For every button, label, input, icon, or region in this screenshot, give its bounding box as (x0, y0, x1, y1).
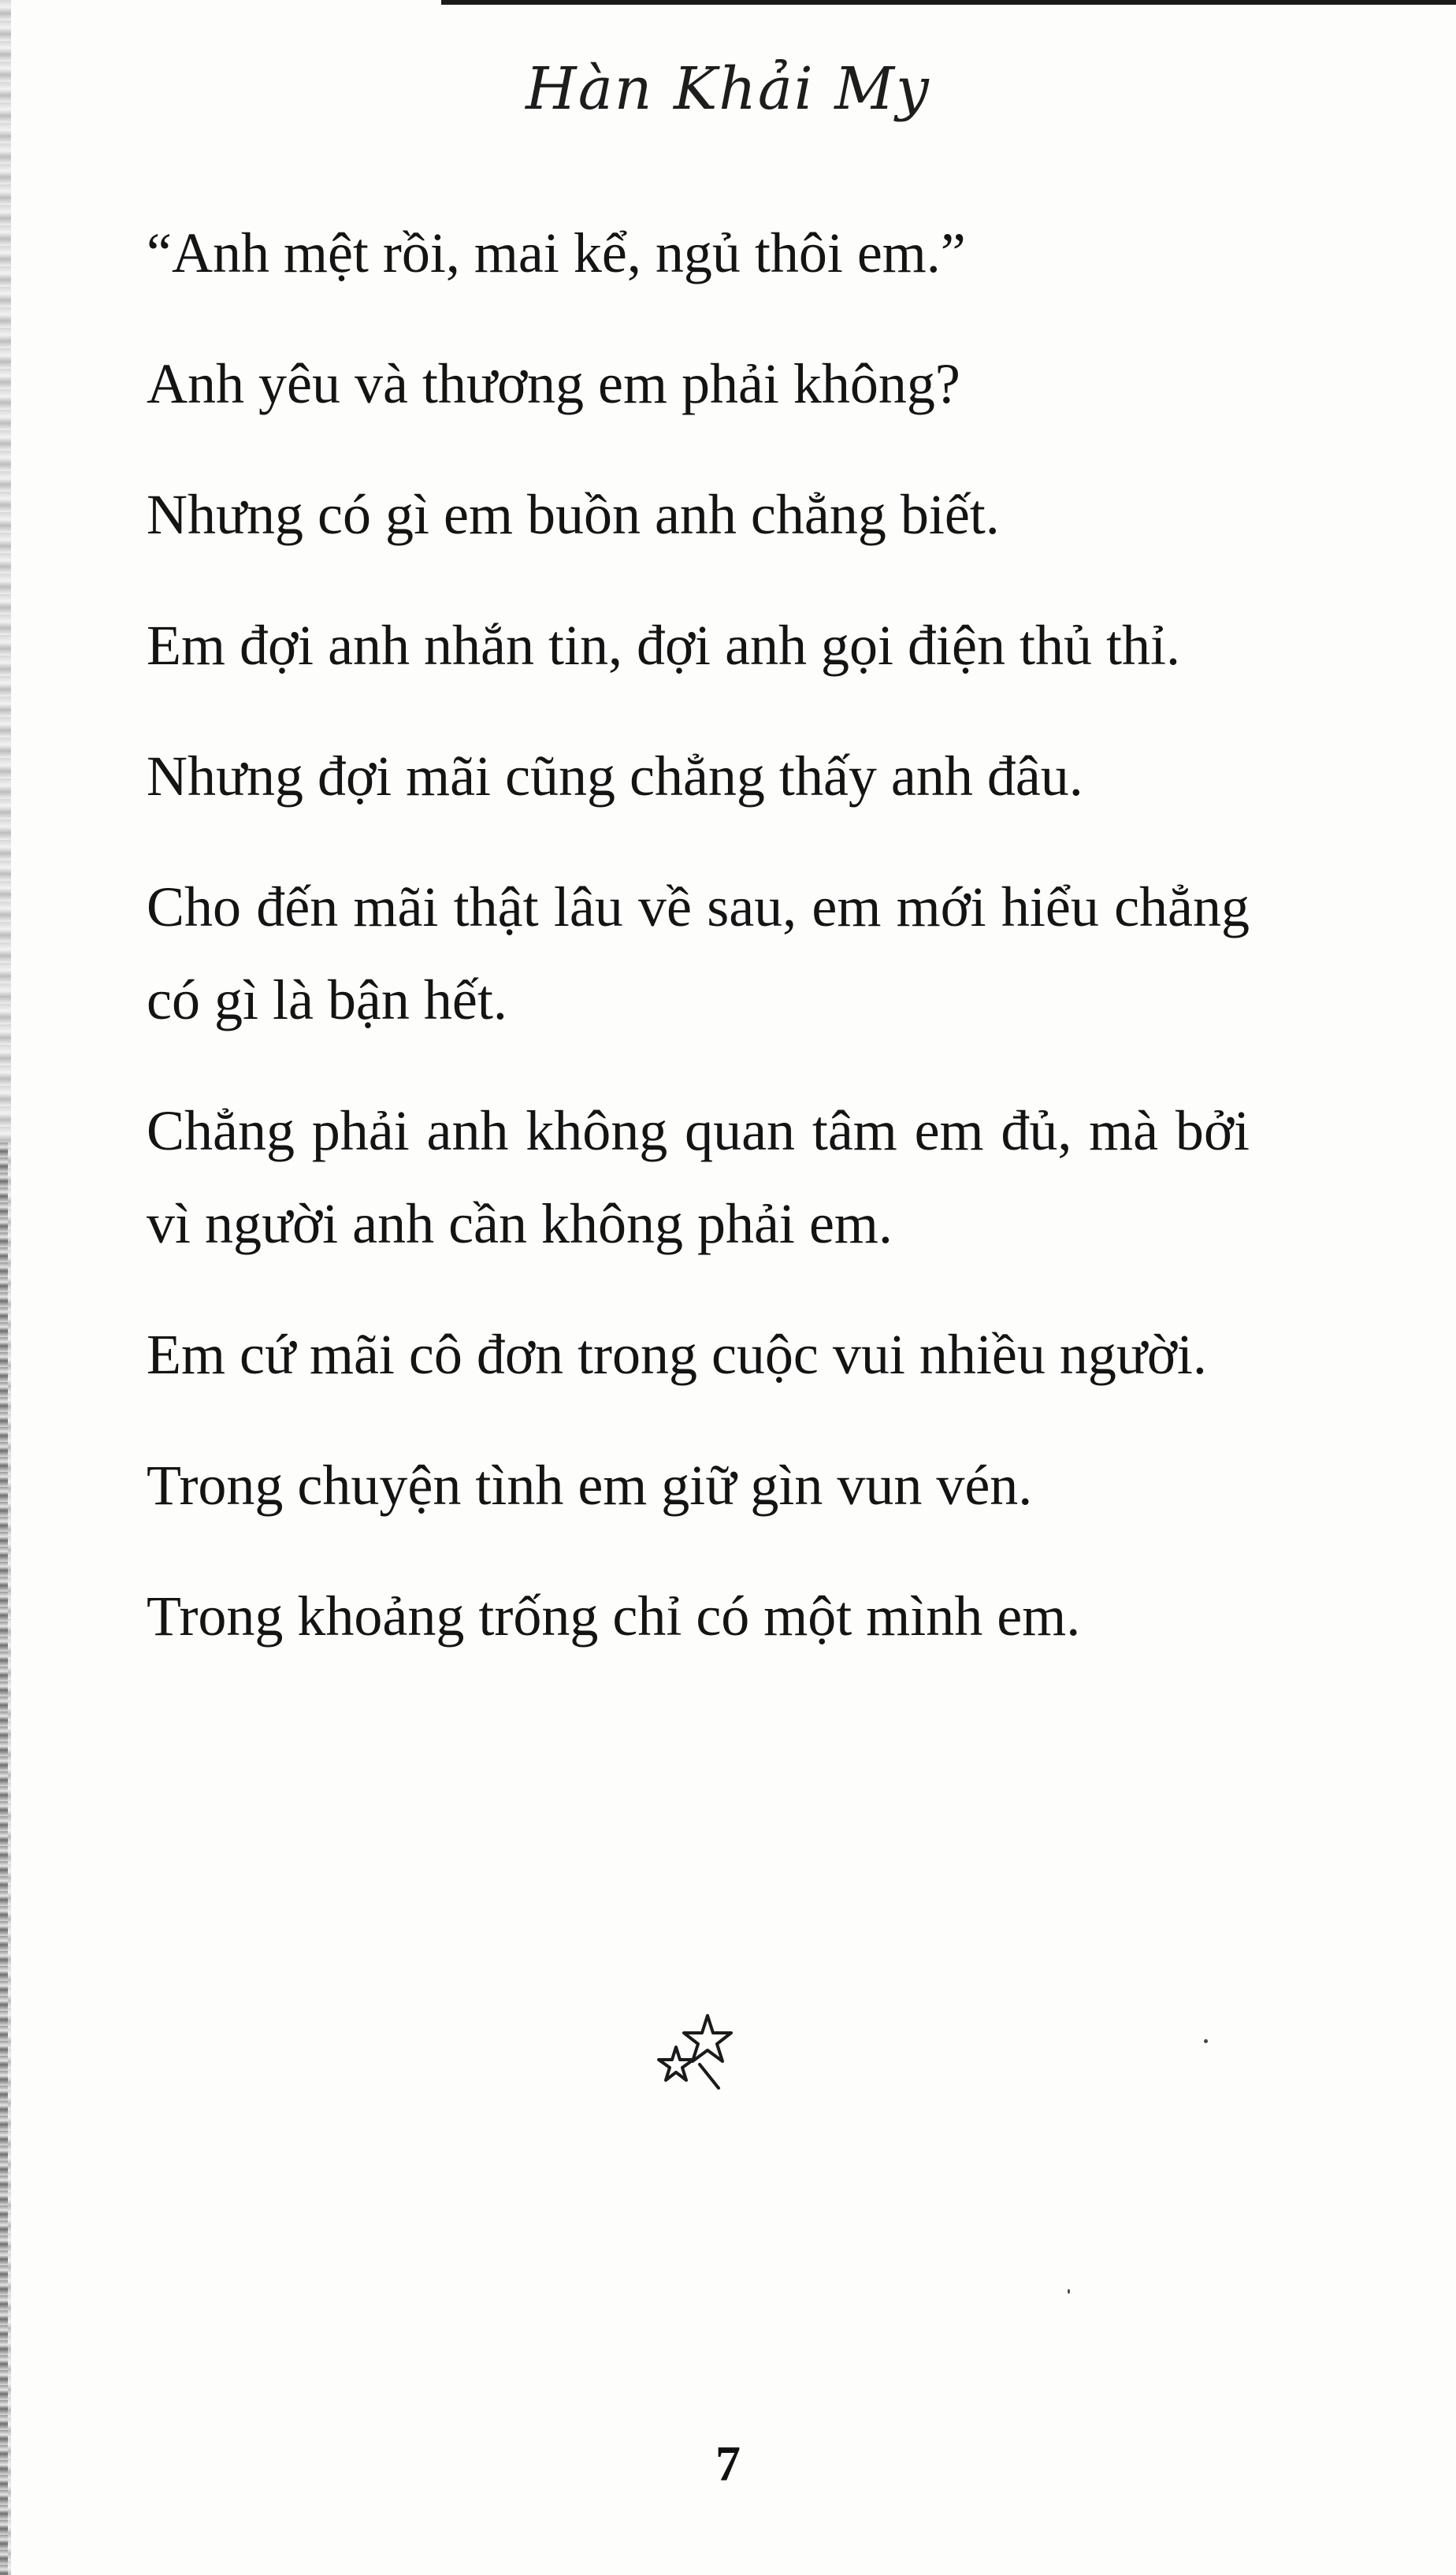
poem-line: Anh yêu và thương em phải không? (147, 352, 960, 415)
poem-line: Nhưng có gì em buồn anh chẳng biết. (147, 483, 1000, 546)
poem-body (147, 206, 1250, 1700)
stars-icon (652, 2009, 739, 2096)
speck (1068, 2289, 1070, 2294)
stars-icon-graphic (652, 2009, 739, 2096)
poem-line: “Anh mệt rồi, mai kể, ngủ thôi em.” (147, 221, 966, 284)
poem-line: Em cứ mãi cô đơn trong cuộc vui nhiều người. (147, 1323, 1207, 1386)
top-rule (441, 0, 1456, 5)
poem-line: Cho đến mãi thật lâu về sau, em mới hiểu chẳng có gì là bận hết. (147, 875, 1250, 1031)
running-header-author: Hàn Khải My (526, 55, 930, 123)
speck (1204, 2039, 1208, 2043)
page-edge-shadow (0, 1143, 8, 2575)
poem-line: Trong khoảng trống chỉ có một mình em. (147, 1585, 1081, 1648)
poem-line: Trong chuyện tình em giữ gìn vun vén. (147, 1454, 1033, 1517)
poem-line: Chẳng phải anh không quan tâm em đủ, mà bởi vì người anh cần không phải em. (147, 1099, 1250, 1255)
page-number: 7 (715, 2436, 741, 2491)
poem-line: Em đợi anh nhắn tin, đợi anh gọi điện thủ thỉ. (147, 614, 1180, 677)
poem-line: Nhưng đợi mãi cũng chẳng thấy anh đâu. (147, 745, 1083, 808)
